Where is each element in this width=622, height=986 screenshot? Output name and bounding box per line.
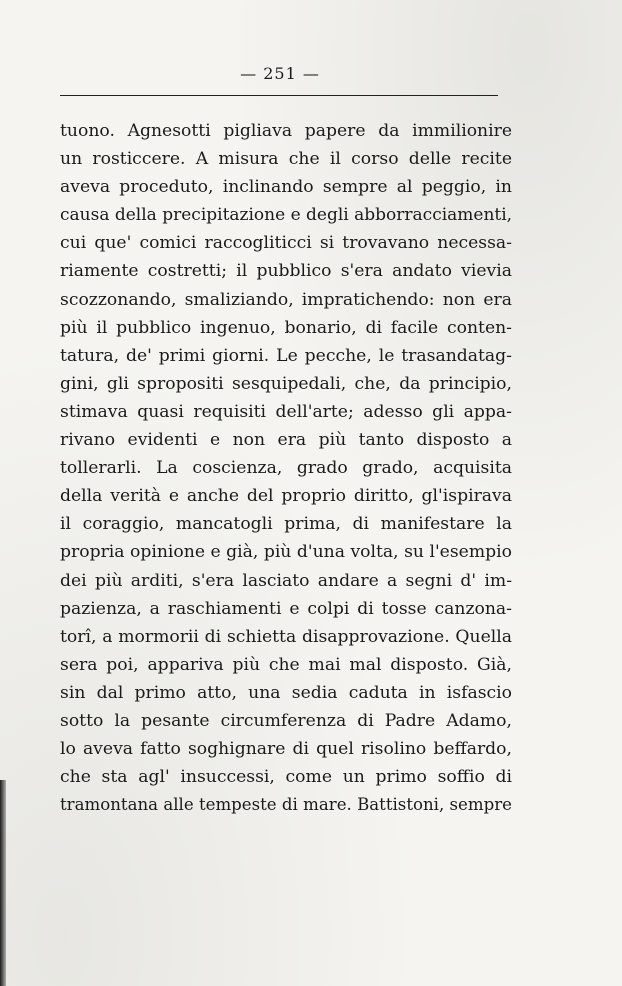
text-line: lo aveva fatto soghignare di quel risolino beffardo, xyxy=(60,739,512,760)
text-line: tuono. Agnesotti pigliava papere da immilionire xyxy=(60,121,512,141)
text-line: causa della precipitazione e degli abborracciamenti, xyxy=(60,205,513,226)
text-line: tollerarli. La coscienza, grado grado, acquisita xyxy=(60,458,512,479)
text-line: stimava quasi requisiti dell'arte; adesso gli appa- xyxy=(60,401,512,422)
text-line: riamente costretti; il pubblico s'era andato vievia xyxy=(60,261,512,282)
text-line: scozzonando, smaliziando, impratichendo: non era xyxy=(60,289,512,310)
body-text xyxy=(60,117,512,819)
text-line: propria opinione e già, più d'una volta, su l'esempio xyxy=(60,542,512,563)
text-line: che sta agl' insuccessi, come un primo soffio di xyxy=(60,767,512,788)
header-rule xyxy=(60,95,498,96)
text-line: torî, a mormorii di schietta disapprovazione. Quella xyxy=(60,626,512,647)
text-line: gini, gli spropositi sesquipedali, che, da principio, xyxy=(60,373,512,394)
text-line: aveva proceduto, inclinando sempre al peggio, in xyxy=(60,177,512,198)
text-line: pazienza, a raschiamenti e colpi di tosse canzona- xyxy=(60,598,512,619)
text-line: rivano evidenti e non era più tanto disposto a xyxy=(60,430,512,451)
text-line: il coraggio, mancatogli prima, di manifestare la xyxy=(60,514,512,535)
text-line: tatura, de' primi giorni. Le pecche, le trasandatag- xyxy=(60,345,512,366)
text-line: sera poi, appariva più che mai mal disposto. Già, xyxy=(60,654,512,675)
page-number: — 251 — xyxy=(240,64,320,83)
text-line: tramontana alle tempeste di mare. Battistoni, sempre xyxy=(60,795,512,815)
text-line: della verità e anche del proprio diritto, gl'ispirava xyxy=(60,486,512,507)
text-line: cui que' comici raccogliticci si trovavano necessa- xyxy=(60,233,512,254)
text-line: un rosticcere. A misura che il corso delle recite xyxy=(60,149,512,170)
text-line: dei più arditi, s'era lasciato andare a segni d' im- xyxy=(60,570,512,591)
binding-shadow xyxy=(0,780,6,986)
text-line: sotto la pesante circumferenza di Padre Adamo, xyxy=(60,710,512,731)
text-line: più il pubblico ingenuo, bonario, di facile conten- xyxy=(60,317,512,338)
text-line: sin dal primo atto, una sedia caduta in isfascio xyxy=(60,682,512,703)
